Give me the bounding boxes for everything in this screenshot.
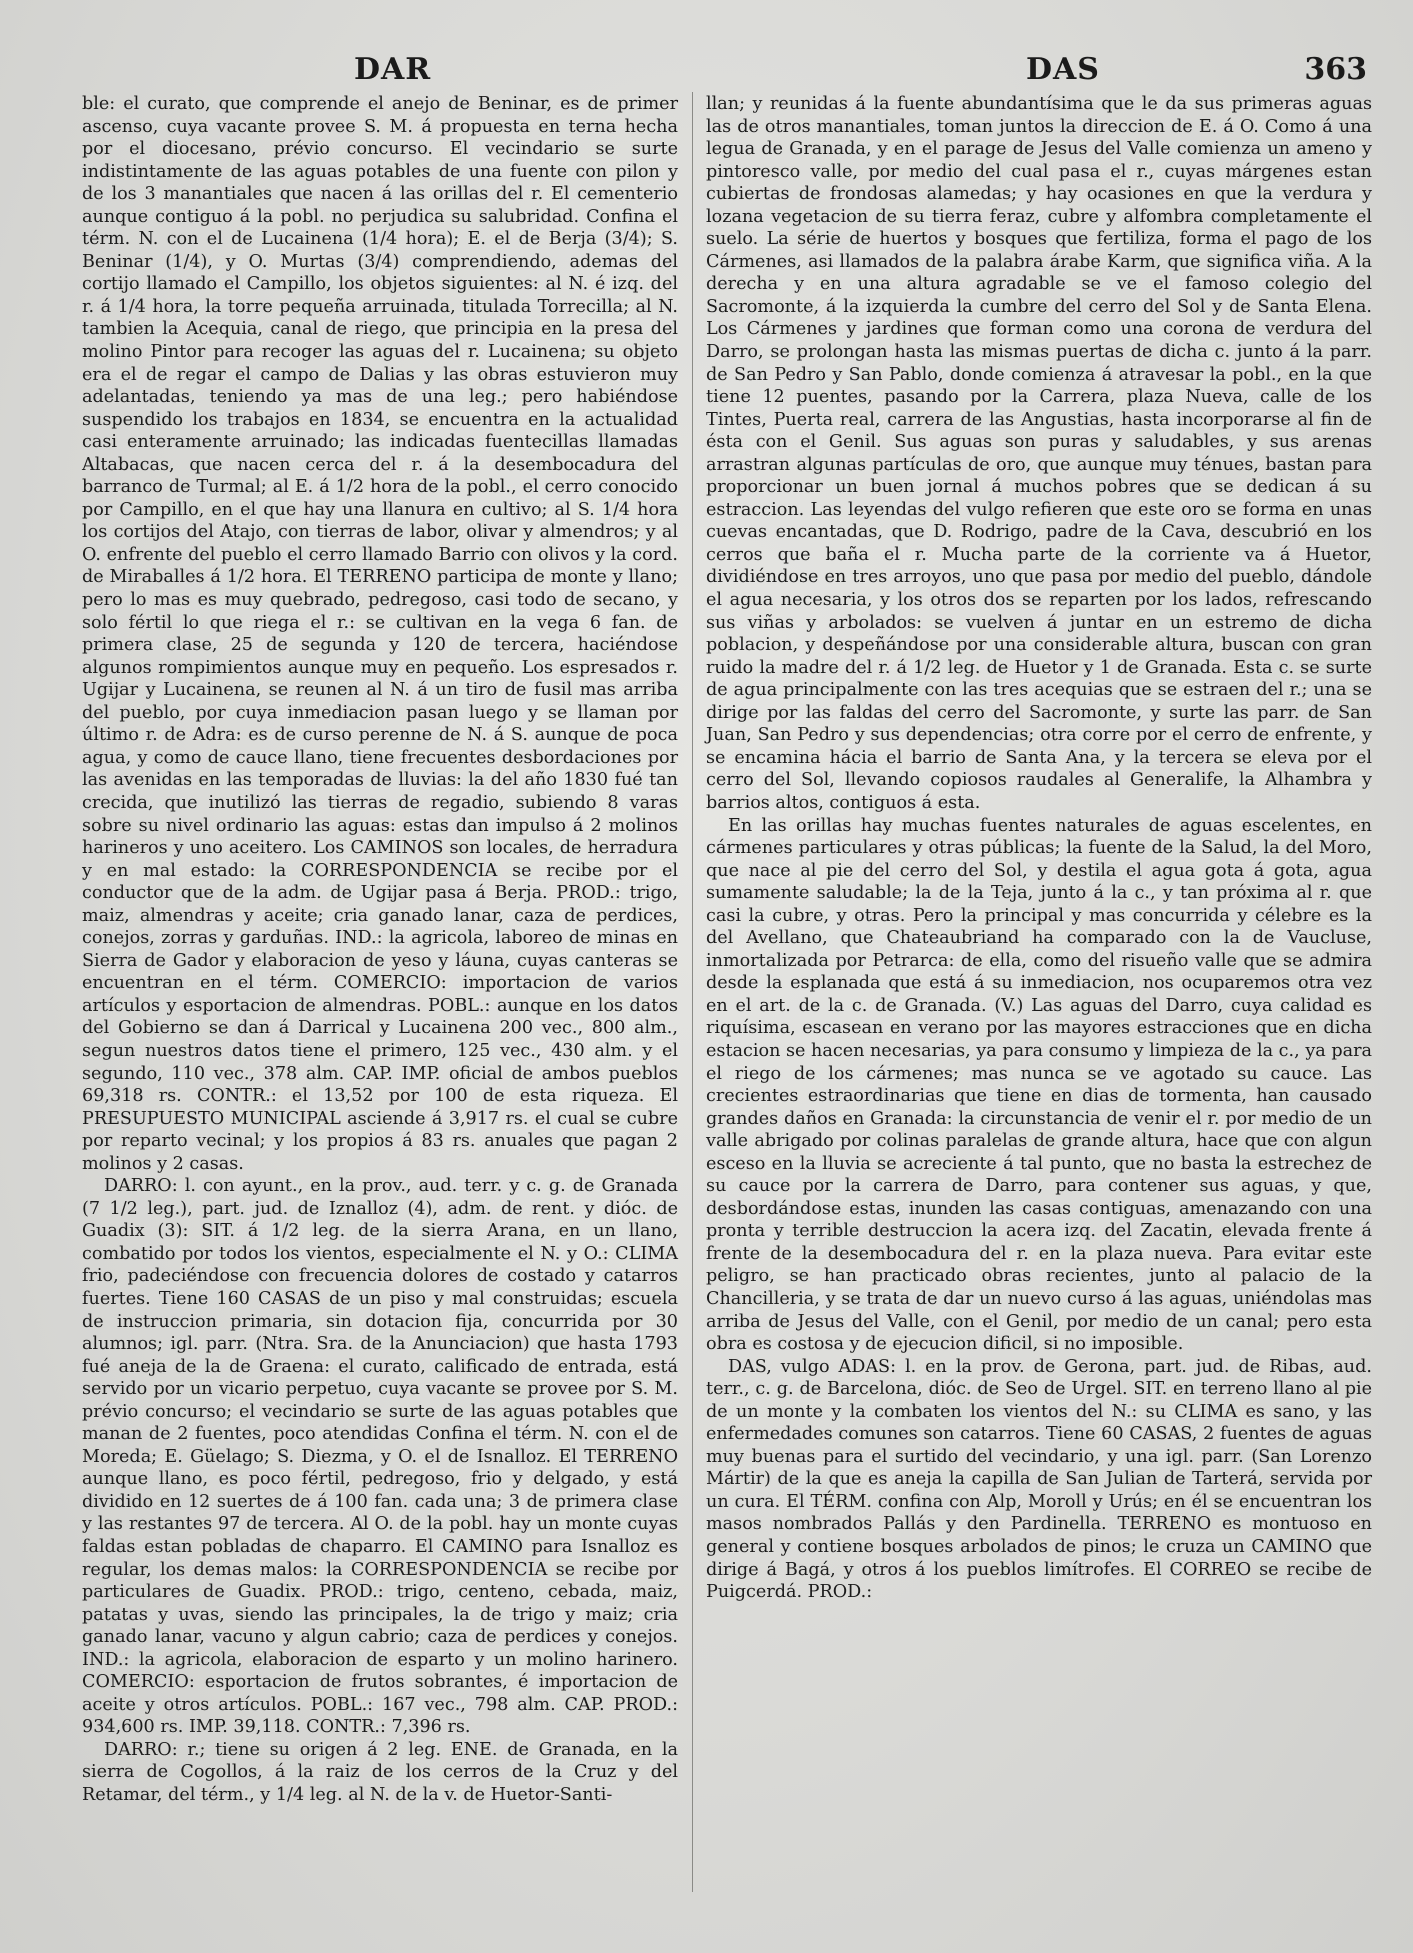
right-column [706,93,1372,1604]
left-column [82,93,678,1807]
entry-darro-river: DARRO: r.; tiene su origen á 2 leg. ENE. de Granada, en la sierra de Cogollos, á la raiz de los cerros de la Cruz y del Retamar, del térm., y 1/4 leg. al N. de la v. de Huetor-Santi- [82,1739,678,1806]
paragraph-darrical-continued: ble: el curato, que comprende el anejo de Beninar, es de primer ascenso, cuya vacante provee S. M. á propuesta en terna hecha por el diocesano, prévio concurso. El vecindario se surte indistintamente de las aguas potables de una fuente con pilon y de los 3 manantiales que nacen á las orillas del r. El cementerio aunque contiguo á la pobl. no perjudica su salubridad. Confina el térm. N. con el de Lucainena (1/4 hora); E. el de Berja (3/4); S. Beninar (1/4), y O. Murtas (3/4) comprendiendo, ademas del cortijo llamado el Campillo, los objetos siguientes: al N. é izq. del r. á 1/4 hora, la torre pequeña arruinada, titulada Torrecilla; al N. tambien la Acequia, canal de riego, que principia en la presa del molino Pintor para recoger las aguas del r. Lucainena; su objeto era el de regar el campo de Dalias y las obras estuvieron muy adelantadas, teniendo ya mas de una leg.; pero habiéndose suspendido los trabajos en 1834, se encuentra en la actualidad casi enteramente arruinado; las indicadas fuentecillas llamadas Altabacas, que nacen cerca del r. á la desembocadura del barranco de Turmal; al E. á 1/2 hora de la pobl., el cerro conocido por Campillo, en el que hay una llanura en cultivo; al S. 1/4 hora los cortijos del Atajo, con tierras de labor, olivar y almendros; y al O. enfrente del pueblo el cerro llamado Barrio con olivos y la cord. de Miraballes á 1/2 hora. El TERRENO participa de monte y llano; pero lo mas es muy quebrado, pedregoso, casi todo de secano, y solo fértil lo que riega el r.: se cultivan en la vega 6 fan. de primera clase, 25 de segunda y 120 de tercera, haciéndose algunos rompimientos aunque muy en pequeño. Los espresados r. Ugijar y Lucainena, se reunen al N. á un tiro de fusil mas arriba del pueblo, por cuya inmediacion pasan luego y se llaman por último r. de Adra: es de curso perenne de N. á S. aunque de poca agua, y como de cauce llano, tiene frecuentes desbordaciones por las avenidas en las temporadas de lluvias: la del año 1830 fué tan crecida, que inutilizó las tierras de regadio, subiendo 8 varas sobre su nivel ordinario las aguas: estas dan impulso á 2 molinos harineros y uno aceitero. Los CAMINOS son locales, de herradura y en mal estado: la CORRESPONDENCIA se recibe por el conductor que de la adm. de Ugijar pasa á Berja. PROD.: trigo, maiz, almendras y aceite; cria ganado lanar, caza de perdices, conejos, zorras y garduñas. IND.: la agricola, laboreo de minas en Sierra de Gador y elaboracion de yeso y láuna, cuyas canteras se encuentran en el térm. COMERCIO: importacion de varios artículos y esportacion de almendras. POBL.: aunque en los datos del Gobierno se dan á Darrical y Lucainena 200 vec., 800 alm., segun nuestros datos tiene el primero, 125 vec., 430 alm. y el segundo, 110 vec., 378 alm. CAP. IMP. oficial de ambos pueblos 69,318 rs. CONTR.: el 13,52 por 100 de esta riqueza. El PRESUPUESTO MUNICIPAL asciende á 3,917 rs. el cual se cubre por reparto vecinal; y los propios á 83 rs. anuales que pagan 2 molinos y 2 casas. [82,94,678,1174]
entry-das: DAS, vulgo ADAS: l. en la prov. de Gerona, part. jud. de Ribas, aud. terr., c. g. de Barcelona, dióc. de Seo de Urgel. SIT. en terreno llano al pie de un monte y la combaten los vientos del N.: su CLIMA es sano, y las enfermedades comunes son catarros. Tiene 60 CASAS, 2 fuentes de aguas muy buenas para el surtido del vecindario, y una igl. parr. (San Lorenzo Mártir) de la que es aneja la capilla de San Julian de Tarterá, servida por un cura. El TÉRM. confina con Alp, Moroll y Urús; en él se encuentran los masos nombrados Pallás y den Pardinella. TERRENO es montuoso en general y contiene bosques arbolados de pinos; le cruza un CAMINO que dirige á Bagá, y otros á los pueblos limítrofes. El CORREO se recibe de Puigcerdá. PROD.: [706,1356,1372,1603]
paragraph-darro-fountains: En las orillas hay muchas fuentes naturales de aguas escelentes, en cármenes particulares y otras públicas; la fuente de la Salud, la del Moro, que nace al pie del cerro del Sol, y destila el agua gota á gota, agua sumamente saludable; la de la Teja, junto á la c., y tan próxima al r. que casi la cubre, y otras. Pero la principal y mas concurrida y célebre es la del Avellano, que Chateaubriand ha comparado con la de Vaucluse, inmortalizada por Petrarca: de ella, como del risueño valle que se admira desde la esplanada que está á su inmediacion, nos ocuparemos otra vez en el art. de la c. de Granada. (V.) Las aguas del Darro, cuya calidad es riquísima, escasean en verano por las mayores estracciones que en dicha estacion se hacen necesarias, ya para consumo y limpieza de la c., ya para el riego de los cármenes; mas nunca se ve agotado su cauce. Las crecientes estraordinarias que tiene en dias de tormenta, han causado grandes daños en Granada: la circunstancia de venir el r. por medio de un valle abrigado por colinas paralelas de grande altura, hace que con algun esceso en la lluvia se acreciente á tal punto, que no basta la estrechez de su cauce por la carrera de Darro, para contener sus aguas, y que, desbordándose estas, inunden las casas contiguas, amenazando con una pronta y terrible destruccion la acera izq. del Zacatin, elevada frente á frente de la desembocadura del r. en la plaza nueva. Para evitar este peligro, se han practicado obras recientes, junto al palacio de la Chancilleria, y se trata de dar un nuevo curso á las aguas, uniéndolas mas arriba de Jesus del Valle, con el Genil, por medio de un canal; pero esta obra es costosa y de ejecucion dificil, si no imposible. [706,815,1372,1355]
header-center-word: DAS [1026,52,1100,87]
paragraph-darro-river-continued: llan; y reunidas á la fuente abundantísima que le da sus primeras aguas las de otros manantiales, toman juntos la direccion de E. á O. Como á una legua de Granada, y en el parage de Jesus del Valle comienza un ameno y pintoresco valle, por medio del cual pasa el r., cuyas márgenes estan cubiertas de frondosas alamedas; y hay ocasiones en que la verdura y lozana vegetacion de su tierra feraz, cubre y alfombra completamente el suelo. La série de huertos y bosques que fertiliza, forma el pago de los Cármenes, asi llamados de la palabra árabe Karm, que significa viña. A la derecha y en una altura agradable se ve el famoso colegio del Sacromonte, á la izquierda la cumbre del cerro del Sol y de Santa Elena. Los Cármenes y jardines que forman como una corona de verdura del Darro, se prolongan hasta las mismas puertas de dicha c. junto á la parr. de San Pedro y San Pablo, donde comienza á atravesar la pobl., en la que tiene 12 puentes, pasando por la Carrera, plaza Nueva, calle de los Tintes, Puerta real, carrera de las Angustias, hasta incorporarse al fin de ésta con el Genil. Sus aguas son puras y saludables, y sus arenas arrastran algunas partículas de oro, que aunque muy ténues, bastan para proporcionar un buen jornal á muchos pobres que se dedican á su estraccion. Las leyendas del vulgo refieren que este oro se forma en unas cuevas encantadas, que D. Rodrigo, padre de la Cava, descubrió en los cerros que baña el r. Mucha parte de la corriente va á Huetor, dividiéndose en tres arroyos, uno que pasa por medio del pueblo, dándole el agua necesaria, y los otros dos se reparten por los lados, refrescando sus viñas y arbolados: se vuelven á juntar en un estremo de dicha poblacion, y despeñándose por una considerable altura, buscan con gran ruido la madre del r. á 1/2 leg. de Huetor y 1 de Granada. Esta c. se surte de agua principalmente con las tres acequias que se estraen del r.; una se dirige por las faldas del cerro del Sacromonte, y surte las parr. de San Juan, San Pedro y sus dependencias; otra corre por el cerro de enfrente, y se encamina hácia el barrio de Santa Ana, y la tercera se eleva por el cerro del Sol, llevando copiosos raudales al Generalife, la Alhambra y barrios altos, contiguos á esta. [706,94,1372,813]
column-divider [692,92,693,1892]
entry-darro-town: DARRO: l. con ayunt., en la prov., aud. terr. y c. g. de Granada (7 1/2 leg.), part. jud. de Iznalloz (4), adm. de rent. y dióc. de Guadix (3): SIT. á 1/2 leg. de la sierra Arana, en un llano, combatido por todos los vientos, especialmente el N. y O.: CLIMA frio, padeciéndose con frecuencia dolores de costado y catarros fuertes. Tiene 160 CASAS de un piso y mal construidas; escuela de instruccion primaria, sin dotacion fija, concurrida por 30 alumnos; igl. parr. (Ntra. Sra. de la Anunciacion) que hasta 1793 fué aneja de la de Graena: el curato, calificado de entrada, está servido por un vicario perpetuo, cuya vacante se provee por S. M. prévio concurso; el vecindario se surte de las aguas potables que manan de 2 fuentes, poco atendidas Confina el térm. N. con el de Moreda; E. Güelago; S. Diezma, y O. el de Isnalloz. El TERRENO aunque llano, es poco fértil, pedregoso, frio y delgado, y está dividido en 12 suertes de á 100 fan. cada una; 3 de primera clase y las restantes 97 de tercera. Al O. de la pobl. hay un monte cuyas faldas estan pobladas de chaparro. El CAMINO para Isnalloz es regular, los demas malos: la CORRESPONDENCIA se recibe por particulares de Guadix. PROD.: trigo, centeno, cebada, maiz, patatas y uvas, siendo las principales, la de trigo y maiz; cria ganado lanar, vacuno y algun cabrio; caza de perdices y conejos. IND.: la agricola, elaboracion de esparto y un molino harinero. COMERCIO: esportacion de frutos sobrantes, é importacion de aceite y otros artículos. POBL.: 167 vec., 798 alm. CAP. PROD.: 934,600 rs. IMP. 39,118. CONTR.: 7,396 rs. [82,1176,678,1738]
page-number: 363 [1304,52,1367,87]
running-header [82,52,1381,86]
header-left-word: DAR [354,52,432,87]
